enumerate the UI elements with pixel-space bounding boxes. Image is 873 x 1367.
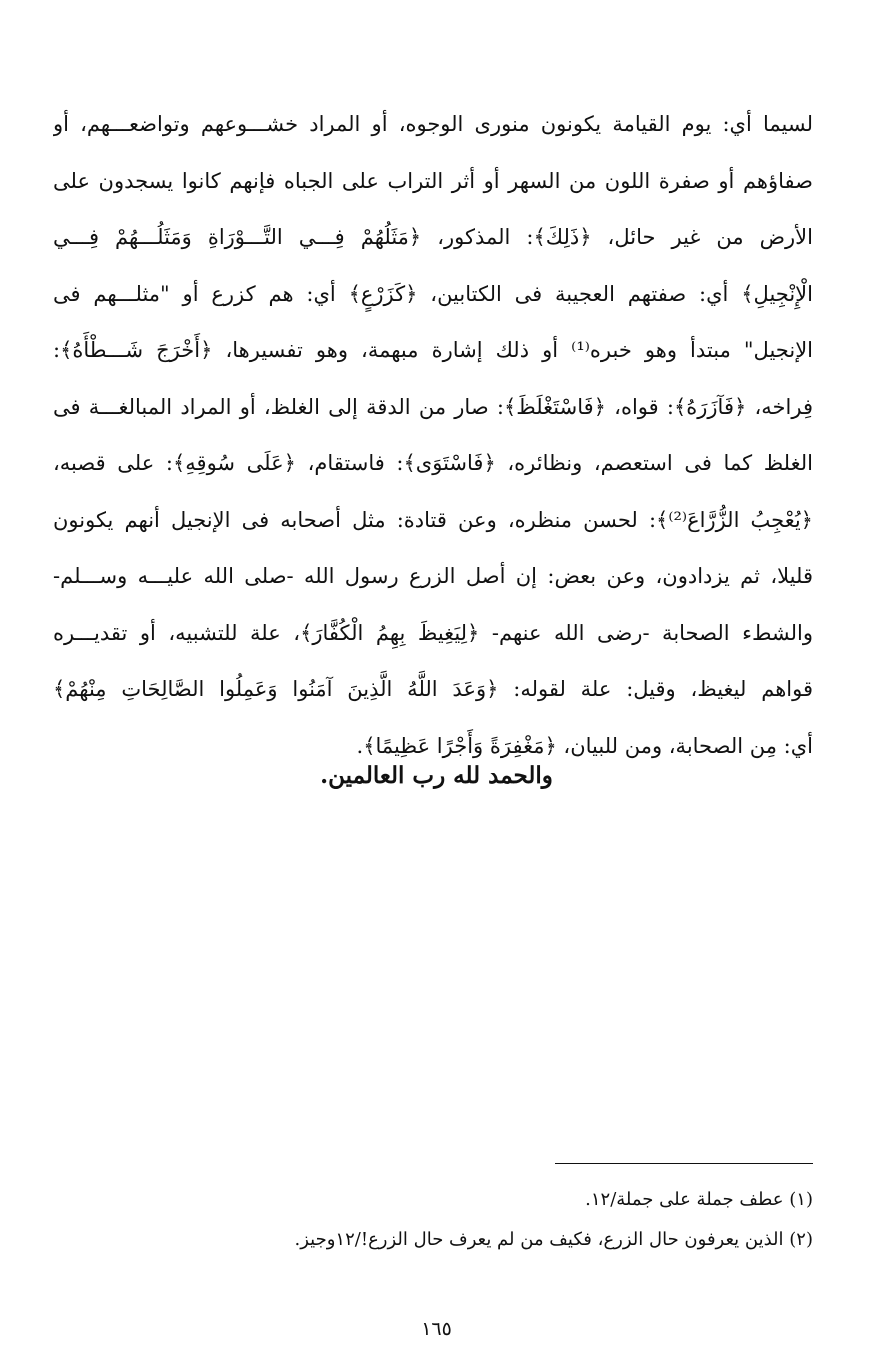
text-line: الإنجيل" مبتدأ وهو خبره⁽¹⁾ أو ذلك إشارة مبهمة، وهو تفسيرها، ﴿أَخْرَجَ شَـــطْأَهُ﴾:	[53, 338, 813, 362]
text-line: صفاؤهم أو صفرة اللون من السهر أو أثر التراب على الجباه فإنهم كانوا يسجدون على	[53, 168, 813, 193]
text-line: الْإِنْجِيلِ﴾ أي: صفتهم العجيبة فى الكتابين، ﴿كَزَرْعٍ﴾ أي: هم كزرع أو "مثلـــهم فى	[53, 281, 813, 306]
footnote-separator	[555, 1163, 813, 1164]
text-line: الأرض من غير حائل، ﴿ذَلِكَ﴾: المذكور، ﴿مَثَلُهُمْ فِـــي التَّـــوْرَاةِ وَمَثَلُـــهُمْ فِـــي	[53, 225, 813, 249]
text-line: قواهم ليغيظ، وقيل: علة لقوله: ﴿وَعَدَ اللَّهُ الَّذِينَ آمَنُوا وَعَمِلُوا الصَّالِحَاتِ مِنْهُمْ﴾	[53, 677, 813, 701]
main-text	[53, 96, 813, 774]
text-line: والشطء الصحابة -رضى الله عنهم- ﴿لِيَغِيظَ بِهِمُ الْكُفَّارَ﴾، علة للتشبيه، أو تقديـــره	[53, 620, 813, 645]
closing-line: والحمد لله رب العالمين.	[320, 762, 553, 789]
footnotes	[53, 1180, 813, 1260]
page-number: ١٦٥	[421, 1318, 452, 1340]
footnote-2: (٢) الذين يعرفون حال الزرع، فكيف من لم يعرف حال الزرع!/١٢وجيز.	[294, 1229, 813, 1250]
text-line: الغلظ كما فى استعصم، ونظائره، ﴿فَاسْتَوَى﴾: فاستقام، ﴿عَلَى سُوقِهِ﴾: على قصبه،	[53, 451, 813, 475]
footnote-1: (١) عطف جملة على جملة/١٢.	[585, 1189, 813, 1210]
text-line: لسيما أي: يوم القيامة يكونون منورى الوجوه، أو المراد خشـــوعهم وتواضعـــهم، أو	[53, 112, 813, 136]
text-line: فِراخه، ﴿فَآزَرَهُ﴾: قواه، ﴿فَاسْتَغْلَظَ﴾: صار من الدقة إلى الغلظ، أو المراد المبالغـــة فى	[53, 394, 813, 419]
text-line: ﴿يُعْجِبُ الزُّرَّاعَ⁽²⁾﴾: لحسن منظره، وعن قتادة: مثل أصحابه فى الإنجيل أنهم يكونون	[53, 507, 813, 532]
text-line: أي: مِن الصحابة، ومن للبيان، ﴿مَغْفِرَةً وَأَجْرًا عَظِيمًا﴾.	[356, 733, 813, 758]
text-line: قليلا، ثم يزدادون، وعن بعض: إن أصل الزرع رسول الله -صلى الله عليـــه وســـلم-	[53, 564, 813, 588]
